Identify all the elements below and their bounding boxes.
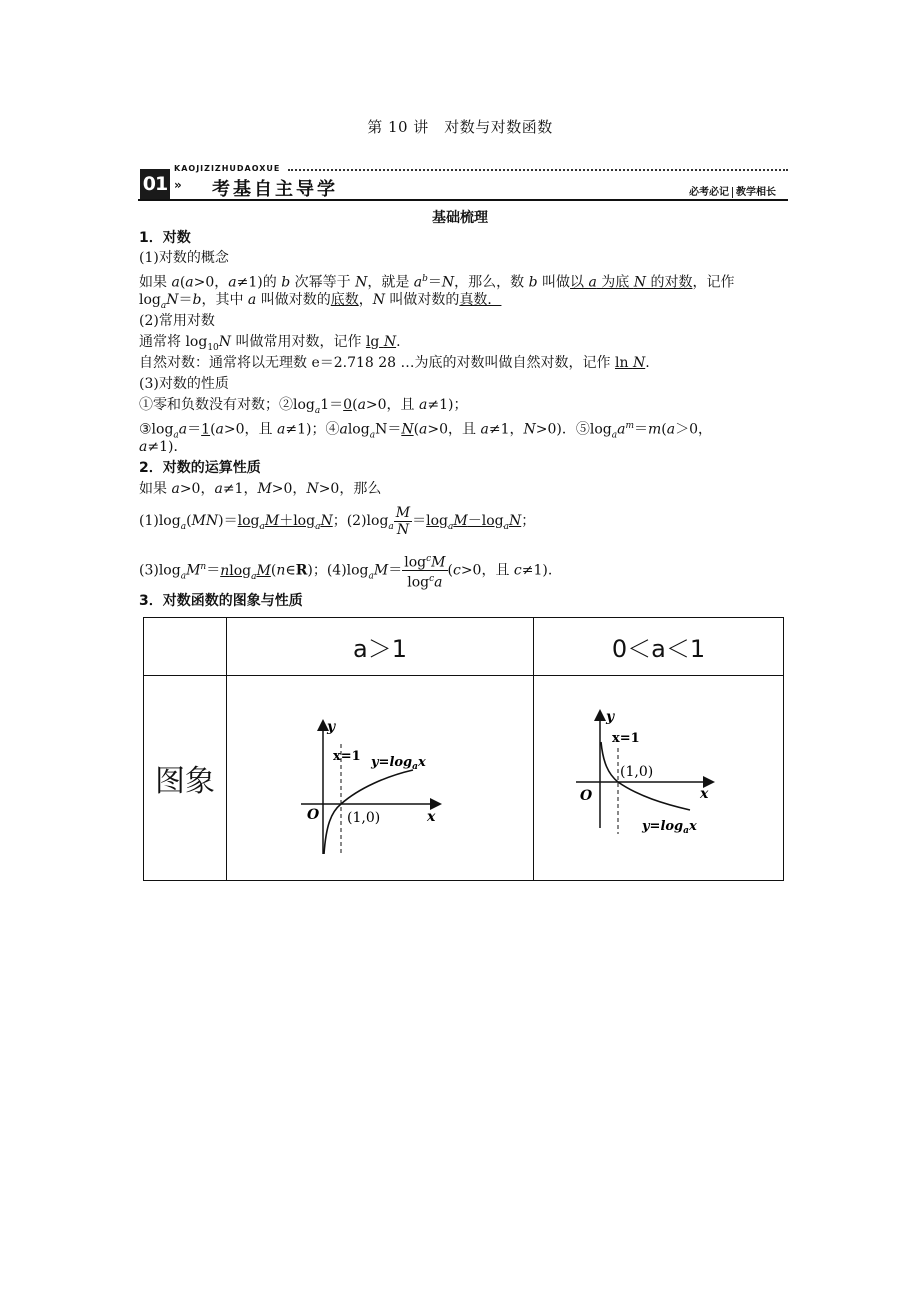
header-a-gt-1: a＞1	[227, 618, 534, 676]
item-2-heading: 2．对数的运算性质	[139, 460, 261, 476]
item-1-heading: 1．对数	[139, 230, 191, 246]
banner-dotted-line	[288, 169, 788, 171]
banner-tag	[689, 183, 776, 198]
banner-rule	[138, 199, 788, 201]
log-function-table	[143, 617, 784, 881]
banner-heading: 考基自主导学	[212, 179, 338, 200]
section-title: 基础梳理	[432, 210, 488, 226]
banner-tag-left: 必考必记	[689, 187, 729, 198]
graph-a-gt-1	[227, 676, 533, 876]
origin-label: O	[580, 788, 593, 804]
graph-cell-a-gt-1	[227, 676, 534, 881]
common-log-line: 通常将 $\log_{10}N$ 叫做常用对数，记作 lg N.	[139, 334, 401, 353]
page-title: 第 10 讲 对数与对数函数	[367, 118, 553, 136]
point-label: (1,0)	[347, 810, 381, 826]
item-3-heading: 3．对数函数的图象与性质	[139, 593, 303, 609]
fraction-m-over-n: $\frac{M}{N}$	[395, 504, 411, 538]
chevron-icon: »	[174, 178, 182, 192]
section-number-badge: 01	[140, 169, 170, 199]
property-line-1: ①零和负数没有对数；$②\log_a1=0(a>0$，且 a≠1)；	[139, 397, 468, 416]
origin-label: O	[307, 807, 320, 823]
x-axis-label: x	[700, 786, 709, 802]
concept-line-1: 如果 a(a>0，a≠1)的 b 次幂等于 N，就是 $a^b=N$，那么，数 b 叫做以 a 为底 N 的对数，记作	[139, 274, 735, 291]
row-label-graph: 图象	[144, 676, 227, 881]
graph-cell-a-lt-1	[534, 676, 784, 881]
operation-line-2: $(3)\log_aM^n=nlog_aM(n\in R)$；$(4)\log_aM=$ $\frac{\log^cM}{\log^ca}$ (c>0，且 c≠1).	[139, 548, 552, 595]
vline-label: x=1	[612, 731, 640, 746]
header-a-lt-1: 0＜a＜1	[534, 618, 784, 676]
operation-intro: 如果 a>0，a≠1，M>0，N>0，那么	[139, 481, 382, 497]
point-label: (1,0)	[620, 764, 654, 780]
curve-label: $y=\log_ax$	[642, 819, 697, 836]
y-axis-label: y	[606, 709, 615, 725]
section-banner	[138, 163, 790, 201]
fraction-change-of-base: $\frac{\log^cM}{\log^ca}$	[402, 551, 447, 591]
table-corner-cell	[144, 618, 227, 676]
x-axis-label: x	[427, 809, 436, 825]
tag-divider	[732, 187, 733, 198]
graph-a-lt-1	[534, 676, 783, 876]
y-axis-label: y	[327, 719, 336, 735]
banner-tag-right: 教学相长	[736, 187, 776, 198]
operation-line-1: $(1)\log_a(MN)=\log_aM+\log_aN$；$(2)\log_a$ $\frac{M}{N}$ $=\log_aM-\log_aN$；	[139, 504, 536, 538]
curve-label: $y=\log_ax$	[371, 755, 426, 772]
subhead-properties: (3)对数的性质	[139, 376, 229, 392]
subhead-common-log: (2)常用对数	[139, 313, 215, 329]
property-line-3: a≠1)．	[139, 439, 188, 455]
natural-log-line: 自然对数：通常将以无理数 e＝2.718 28 …为底的对数叫做自然对数，记作 ln N.	[139, 355, 650, 371]
banner-pinyin: KAOJIZIZHUDAOXUE	[174, 164, 281, 173]
concept-line-2: $\log_aN=b$，其中 a 叫做对数的底数，N 叫做对数的真数．	[139, 292, 502, 311]
property-line-2: $③\log_aa=1(a>0$，且 a≠1)；④alog$_a$N＝N(a>0，且 a≠1，N>0)．$⑤\log_aa^m=m(a>0$，	[139, 421, 713, 441]
vline-label: x=1	[333, 749, 361, 764]
subhead-concept: (1)对数的概念	[139, 250, 229, 266]
